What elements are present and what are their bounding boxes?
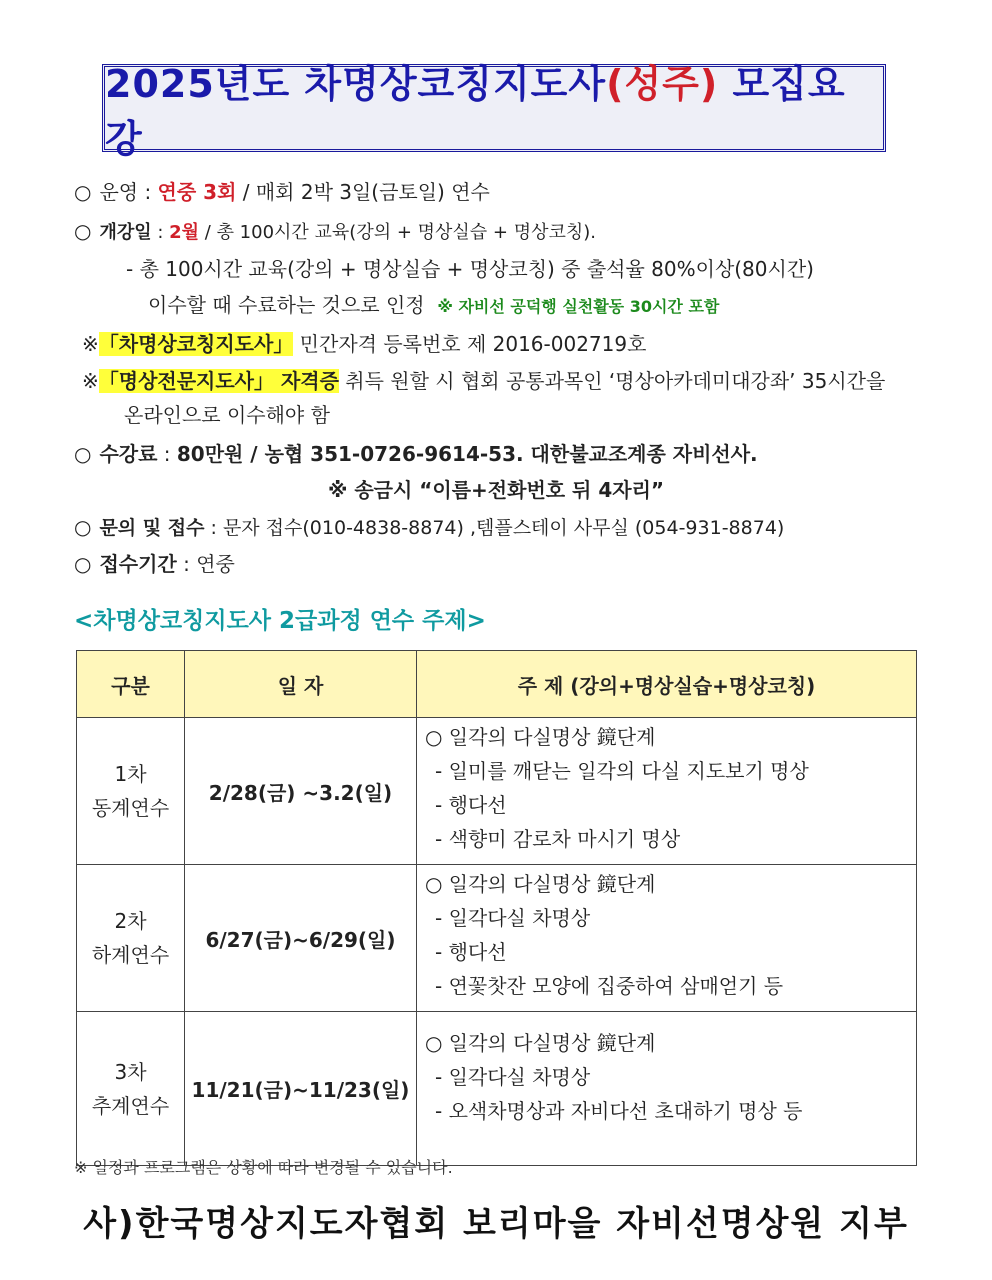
info-operation: ○ 운영 : 연중 3회 / 매회 2박 3일(금토일) 연수 [74,180,490,204]
section-title: <차명상코칭지도사 2급과정 연수 주제> [74,608,486,634]
table-row [77,865,917,1012]
header-date: 일 자 [185,651,417,718]
footer-organization: 사)한국명상지도자협회 보리마을 자비선명상원 지부 [83,1204,909,1244]
row-topic: ○ 일각의 다실명상 鏡단계 - 일각다실 차명상 - 행다선 - 연꽃찻잔 모양에 집중하여 삼매얻기 등 [417,865,917,1012]
row-date: 6/27(금)~6/29(일) [185,865,417,1012]
schedule-note: ※ 일정과 프로그램은 상황에 따라 변경될 수 있습니다. [74,1158,453,1177]
info-period: ○ 접수기간 : 연중 [74,552,235,576]
title-location: (성주) [606,62,719,106]
row-topic: ○ 일각의 다실명상 鏡단계 - 일각다실 차명상 - 오색차명상과 자비다선 초대하기 명상 등 [417,1012,917,1166]
info-cert-2-cont: 온라인으로 이수해야 함 [124,403,330,427]
table-header-row [77,651,917,718]
info-fee-note: ※ 송금시 “이름+전화번호 뒤 4자리” [327,478,665,502]
row-date: 2/28(금) ~3.2(일) [185,718,417,865]
row-category: 1차 동계연수 [77,718,185,865]
header-category: 구분 [77,651,185,718]
table-row [77,718,917,865]
row-category: 3차 추계연수 [77,1012,185,1166]
info-contact: ○ 문의 및 접수 : 문자 접수(010-4838-8874) ,템플스테이 사무실 (054-931-8874) [74,515,785,539]
info-opening: ○ 개강일 : 2월 / 총 100시간 교육(강의 + 명상실습 + 명상코칭). [74,219,597,243]
schedule-table [76,650,917,1166]
page-title: 2025년도 차명상코칭지도사(성주) 모집요강 [105,62,846,161]
row-topic: ○ 일각의 다실명상 鏡단계 - 일미를 깨닫는 일각의 다실 지도보기 명상 - 행다선 - 색향미 감로차 마시기 명상 [417,718,917,865]
info-cert-2: ※「명상전문지도사」 자격증 취득 원할 시 협회 공통과목인 ‘명상아카데미대강좌’ 35시간을 [82,369,886,393]
info-opening-detail-2: 이수할 때 수료하는 것으로 인정 ※ 자비선 공덕행 실천활동 30시간 포함 [148,293,720,317]
title-box [102,62,886,161]
info-cert-1: ※「차명상코칭지도사」 민간자격 등록번호 제 2016-002719호 [82,332,647,356]
row-date: 11/21(금)~11/23(일) [185,1012,417,1166]
table-row [77,1012,917,1166]
row-category: 2차 하계연수 [77,865,185,1012]
info-opening-detail: - 총 100시간 교육(강의 + 명상실습 + 명상코칭) 중 출석율 80%이상(80시간) [126,257,814,281]
header-topic: 주 제 (강의+명상실습+명상코칭) [417,651,917,718]
info-fee: ○ 수강료 : 80만원 / 농협 351-0726-9614-53. 대한불교조계종 자비선사. [74,442,758,466]
